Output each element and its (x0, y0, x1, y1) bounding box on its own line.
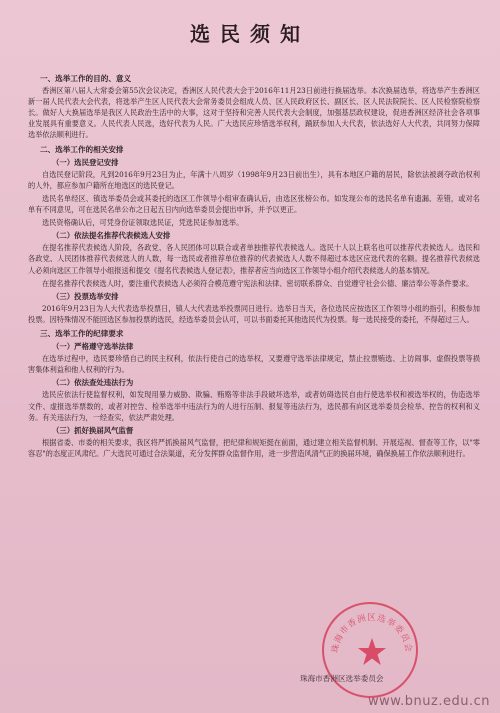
document-body (28, 70, 480, 461)
issuer-signature: 珠海市香洲区选举委员会 (300, 674, 384, 683)
paragraph: 香洲区第八届人大常委会第55次会议决定，香洲区人民代表大会于2016年11月23日前进行换届选举。本次换届选举，将选举产生香洲区新一届人民代表大会代表，将选举产生区人民代表大会常务委员会组成人员、区人民政府区长、副区长、区人民法院院长、区人民检察院检察长。做好人大换届选举是我区人民政治生活中的大事，这对于坚持和完善人民代表大会制度，加强基层政权建设，促进香洲区经济社会各项事业发展具有重要意义。人民代表人民选，选好代表为人民。广大选民应珍惜选举权利，踊跃参加人大代表，依法选好人大代表，共同努力保障选举依法顺利进行。 (28, 86, 480, 140)
subsection-heading: （三）投票选举安排 (52, 291, 119, 301)
subsection-heading: （二）依法查处违法行为 (52, 378, 134, 388)
document-title: 选民须知 (190, 22, 310, 46)
paragraph: 选民名单经区、镇选举委员会或其委托的选区工作领导小组审查确认后，由选区张榜公布。如发现公布的选民名单有遗漏、差错，或对名单有不同意见，可在选民名单公布之日起五日内向选举委员会提出申诉，并予以更正。 (28, 193, 480, 215)
paragraph: 在提名推荐代表候选人时，要注重代表候选人必须符合模范遵守宪法和法律、密切联系群众、自觉遵守社会公德、廉洁奉公等条件要求。 (42, 278, 474, 288)
section-heading: 三、选举工作的纪律要求 (40, 328, 124, 338)
paragraph: 自选民登记阶段，凡到2016年9月23日为止，年满十八周岁（1998年9月23日前出生），具有本地区户籍的居民，除依法被剥夺政治权利的人外，都应参加户籍所在地选区的选民登记。 (28, 169, 480, 190)
paragraph: 在选举过程中，选民要珍惜自己的民主权利，依法行使自己的选举权，又要遵守选举法律规定，禁止拉票贿选、上访闹事、虚假投票等损害集体利益和他人权利的行为。 (28, 354, 480, 375)
paragraph: 选民资格确认后，可凭身份证领取选民证，凭选民证参加选举。 (42, 218, 244, 228)
paragraph: 在提名推荐代表候选人阶段，各政党、各人民团体可以联合或者单独推荐代表候选人。选民十人以上联名也可以推荐代表候选人。选民和各政党、人民团体推荐代表候选人的人数，每一选民或者推荐单位推荐的代表候选人人数不得超过本选区应选代表的名额。提名推荐代表候选人必须向选区工作领导小组报送和提交《提名代表候选人登记表》，推荐者应当向选区工作领导小组介绍代表候选人的基本情况。 (28, 243, 480, 275)
subsection-heading: （三）抓好换届风气监督 (52, 425, 134, 435)
paragraph: 2016年9月23日为人大代表选举投票日，镇人大代表选举投票同日进行。选举日当天，各位选民应按选区工作领导小组的指引，积极参加投票。因特殊情况不能回选区参加投票的选民，经选举委员会认可，可以书面委托其他选民代为投票。每一选民接受的委托，不得超过三人。 (28, 303, 480, 324)
paragraph: 根据省委、市委的相关要求，我区将严抓换届风气监督，把纪律和规矩挺在前面，通过建立相关监督机制、开展巡视、督查等工作，以"零容忍"的态度正风肃纪。广大选民可通过合法渠道，充分发挥群众监督作用，进一步营造风清气正的换届环境，确保换届工作依法顺利进行。 (28, 437, 480, 458)
section-heading: 二、选举工作的相关安排 (40, 144, 124, 154)
paragraph: 选民应依法行使监督权利，如发现用暴力威胁、欺骗、贿赂等非法手段破坏选举，或者妨碍选民自由行使选举权和被选举权的，伪造选举文件、虚报选举票数的，或者对控告、检举选举中违法行为的人进行压制、报复等违法行为，选民都有向区选举委员会检举、控告的权利和义务。有关违法行为，一经查实，依法严肃处理。 (28, 390, 480, 422)
subsection-heading: （一）选民登记安排 (52, 157, 119, 167)
subsection-heading: （二）依法提名推荐代表候选人安排 (52, 231, 171, 241)
seal-star-icon (358, 638, 386, 665)
section-heading: 一、选举工作的目的、意义 (40, 74, 132, 83)
seal-graphic (324, 604, 420, 700)
site-watermark: www.bnuz.edu.cn (367, 694, 490, 709)
subsection-heading: （一）严格遵守选举法律 (52, 342, 134, 352)
seal-text: 珠海市香洲区选举委员会 (330, 612, 414, 654)
